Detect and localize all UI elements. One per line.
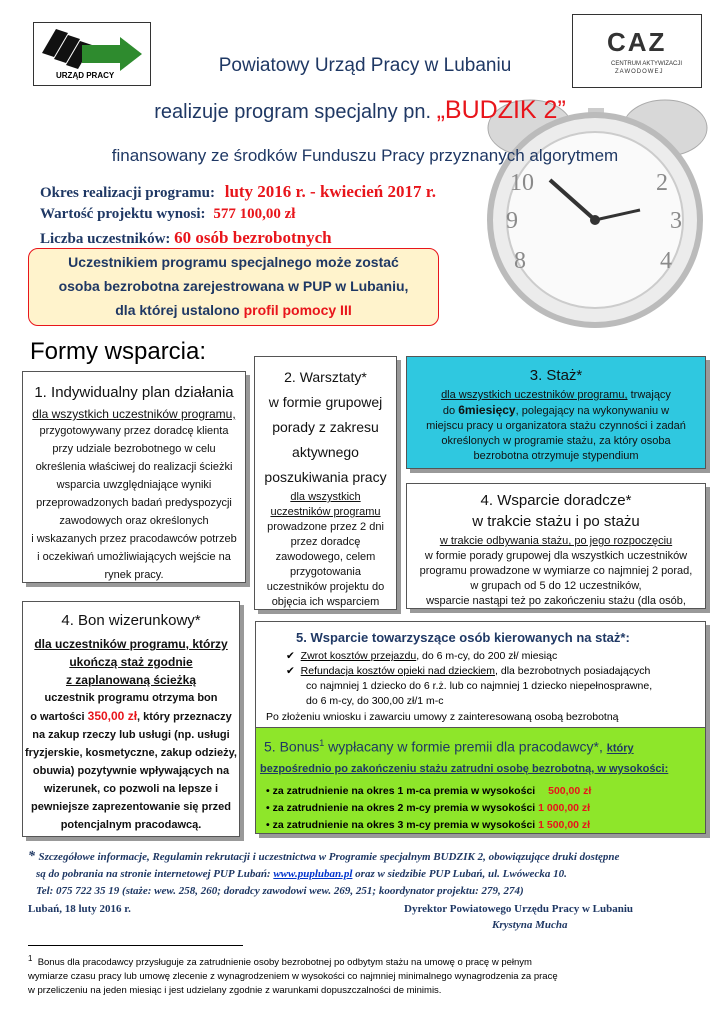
bonus-item-value: 1 500,00 zł	[538, 818, 591, 831]
box3-line: określonych w programie stażu, za który osoba	[441, 435, 671, 447]
program-prefix: realizuje program specjalny pn.	[154, 101, 432, 123]
box5-line: na zakup rzeczy lub usługi (np. usługi	[32, 729, 230, 741]
support-box-6	[255, 621, 706, 728]
signer-name: Krystyna Mucha	[492, 919, 568, 931]
footer-note-line2	[36, 866, 698, 883]
box6-list	[286, 649, 705, 709]
urzad-pracy-logo	[33, 22, 151, 86]
box4-line: programu prowadzone w wymiarze co najmniej 2 porad,	[419, 565, 693, 577]
box5-line: fryzjerskie, kosmetyczne, zakup odzieży,	[25, 747, 237, 759]
box2-body	[255, 520, 396, 610]
footer-note-l1: Szczegółowe informacje, Regulamin rekrutacji i uczestnictwa w Programie specjalnym BUDZIK 2, obowiązujące druki dostępne	[38, 851, 620, 863]
caz-line1: CENTRUM AKTYWIZACJI	[611, 61, 683, 67]
footnote	[28, 952, 698, 998]
box5-line: obuwia) pozytywnie wpływających na	[32, 765, 230, 777]
participants-row	[40, 228, 332, 248]
support-box-2	[254, 356, 397, 610]
signer-title: Dyrektor Powiatowego Urzędu Pracy w Lubaniu	[404, 903, 634, 915]
footnote-line2: wymiarze czasu pracy lub umowę zlecenie z wynagrodzeniem w wysokości co najmniej minimalnego wynagrodzenia za pracę	[28, 971, 558, 983]
box4-line: w grupach od 5 do 12 uczestników,	[470, 580, 642, 592]
box4-heading: 4. Wsparcie doradcze*	[480, 492, 632, 509]
voucher-value: 350,00 zł	[87, 709, 138, 723]
program-name: „BUDZIK 2”	[436, 96, 566, 124]
box1-line: przygotowywany przez doradcę klienta	[39, 425, 229, 437]
box1-sub: dla wszystkich uczestników programu,	[32, 407, 236, 421]
box2-heading-line: 2. Warsztaty*	[284, 369, 367, 385]
bonus-item: • za zatrudnienie na okres 2 m-cy premia w wysokości 1 000,00 zł	[266, 801, 591, 814]
box2-sub-line: dla wszystkich	[290, 491, 361, 503]
box3-sub-row	[407, 388, 705, 403]
bonus-item: • za zatrudnienie na okres 1 m-ca premia w wysokości 500,00 zł	[266, 784, 592, 797]
document-date: Lubań, 18 luty 2016 r.	[28, 903, 131, 915]
box6-tail: Po złożeniu wniosku i zawarciu umowy z zainteresowaną osobą bezrobotną	[266, 711, 619, 723]
support-box-4	[406, 483, 706, 609]
profile-highlight: profil pomocy III	[243, 302, 352, 318]
bonus-item-value: 500,00 zł	[548, 784, 592, 797]
box7-heading-prefix: 5. Bonus	[264, 738, 320, 755]
box1-line: rynek pracy.	[104, 569, 164, 581]
box1-line: zawodowych oraz określonych	[59, 515, 209, 527]
box2-heading-line: w formie grupowej	[268, 394, 383, 410]
clock-num-3: 3	[670, 208, 682, 234]
box2-line: uczestników projektu do	[266, 581, 385, 593]
box7-sub: bezpośrednio po zakończeniu stażu zatrudni osobę bezrobotną, w wysokości:	[260, 762, 669, 775]
bonus-item-text: za zatrudnienie na okres 3 m-cy premia w wysokości	[272, 818, 536, 831]
footnote-mark: 1	[28, 954, 33, 963]
box3-line2-tail: , polegający na wykonywaniu w	[515, 405, 670, 417]
logo-label: URZĄD PRACY	[56, 71, 115, 80]
clock-num-10: 10	[510, 170, 534, 196]
footer-note-l2-prefix: są do pobrania na stronie internetowej PUP Lubań:	[36, 868, 271, 880]
box5-sub-line: ukończą staż zgodnie	[69, 655, 193, 669]
value-label: Wartość projektu wynosi:	[40, 206, 206, 222]
box6-item-2	[286, 664, 705, 679]
box3-line: miejscu pracy u organizatora stażu czynności i zadań	[426, 420, 686, 432]
box5-line: uczestnik programu otrzyma bon	[44, 692, 218, 704]
bonus-item-text: za zatrudnienie na okres 1 m-ca premia w wysokości	[272, 784, 536, 797]
box6-item1-u: Zwrot kosztów przejazdu	[300, 650, 417, 662]
box5-sub-line: dla uczestników programu, którzy	[34, 637, 228, 651]
participants-value: 60 osób bezrobotnych	[174, 228, 332, 247]
eligibility-line2: osoba bezrobotna zarejestrowana w PUP w Lubaniu,	[58, 278, 409, 294]
box6-item2-line3: do 6 m-cy, do 300,00 zł/1 m-c	[306, 695, 444, 707]
box2-heading	[255, 365, 396, 490]
eligibility-line3	[29, 297, 438, 323]
footer-note-line1: * Szczegółowe informacje, Regulamin rekrutacji i uczestnictwa w Programie specjalnym BUDZIK 2, obowiązujące druki dostępne	[28, 849, 620, 864]
box2-line: prowadzone przez 2 dni	[267, 521, 384, 533]
box2-heading-line: porady z zakresu	[272, 419, 379, 435]
box5-line: potencjalnym pracodawcą.	[60, 819, 202, 831]
box2-line: przygotowania	[290, 566, 361, 578]
support-box-3	[406, 356, 706, 469]
bonus-item-text: za zatrudnienie na okres 2 m-cy premia w wysokości	[272, 801, 536, 814]
box6-item2-tail: , dla bezrobotnych posiadających	[495, 665, 651, 677]
box5-value-prefix: o wartości	[30, 711, 85, 723]
eligibility-box	[28, 248, 439, 326]
box3-line2-prefix: do	[442, 405, 456, 417]
box1-heading: 1. Indywidualny plan działania	[34, 384, 234, 401]
caz-logo	[572, 14, 702, 88]
box5-body	[23, 689, 239, 834]
box4-sub: w trakcie odbywania stażu, po jego rozpoczęciu	[439, 535, 673, 547]
box6-heading: 5. Wsparcie towarzyszące osób kierowanych na staż*:	[296, 630, 630, 645]
box3-duration: 6miesięcy	[458, 403, 516, 417]
check-icon: ✔	[286, 665, 295, 677]
participants-label: Liczba uczestników:	[40, 231, 171, 247]
box2-sub	[255, 490, 396, 520]
caz-abbr: CAZ	[607, 27, 667, 57]
box7-heading	[264, 738, 705, 755]
box7-heading-tail: który	[606, 742, 634, 755]
website-link[interactable]: www.pupluban.pl	[273, 868, 353, 880]
box6-item2-u: Refundacja kosztów opieki nad dzieckiem	[300, 665, 496, 677]
box2-line: przez doradcę	[290, 536, 361, 548]
box5-heading: 4. Bon wizerunkowy*	[61, 612, 201, 629]
box1-line: określenia właściwej do realizacji ścieżki	[35, 461, 233, 473]
office-title: Powiatowy Urząd Pracy w Lubaniu	[218, 55, 512, 76]
box2-sub-line: uczestników programu	[270, 506, 381, 518]
period-row	[40, 182, 436, 202]
support-box-7	[255, 727, 706, 834]
check-icon: ✔	[286, 650, 295, 662]
period-value: luty 2016 r. - kwiecień 2017 r.	[224, 182, 436, 201]
box1-line: przy udziale bezrobotnego w celu	[52, 443, 216, 455]
support-box-1	[22, 371, 246, 583]
value-value: 577 100,00 zł	[213, 206, 296, 222]
clock-num-9: 9	[506, 208, 518, 234]
box5-value-row	[23, 707, 239, 726]
box5-line: pewniejsze zaprezentowanie się przed	[31, 801, 231, 813]
box6-item-1	[286, 649, 705, 664]
footer-note-line3: Tel: 075 722 35 19 (staże: wew. 258, 260; doradcy zawodowi wew. 269, 251; koordynator projektu: 279, 274)	[36, 885, 524, 897]
box6-item1-tail: , do 6 m-cy, do 200 zł/ miesiąc	[416, 650, 558, 662]
clock-num-4: 4	[660, 248, 672, 274]
box2-line: objęcia ich wsparciem	[271, 596, 380, 608]
box1-line: i wskazanych przez pracodawców potrzeb	[31, 533, 237, 545]
box1-line: przeprowadzonych badań predyspozycji	[36, 497, 232, 509]
footer-note	[28, 848, 698, 900]
bonus-item-value: 1 000,00 zł	[538, 801, 591, 814]
box3-line: bezrobotna otrzymuje stypendium	[473, 450, 639, 462]
box2-line: zawodowego, celem	[275, 551, 376, 563]
box7-heading-mid: wypłacany w formie premii dla pracodawcy*,	[324, 738, 603, 755]
forms-title: Formy wsparcia:	[30, 338, 207, 365]
eligibility-line1: Uczestnikiem programu specjalnego może zostać	[68, 254, 399, 270]
box1-line: i oczekiwań umożliwiających wejście na	[37, 551, 231, 563]
bonus-item: • za zatrudnienie na okres 3 m-cy premia w wysokości 1 500,00 zł	[266, 818, 591, 831]
financing-line: finansowany ze środków Funduszu Pracy przyznanych algorytmem	[111, 146, 619, 165]
clock-num-8: 8	[514, 248, 526, 274]
value-row	[40, 206, 295, 223]
box5-sub-line: z zaplanowaną ścieżką	[65, 673, 197, 687]
footer-note-l2-tail: oraz w siedzibie PUP Lubań, ul. Lwówecka 10.	[355, 868, 567, 880]
footnote-line3: w przeliczeniu na jeden miesiąc i jest udzielany zgodnie z warunkami dopuszczalności de minimis.	[28, 985, 442, 997]
box5-line: wizerunek, co pozwoli na lepsze i	[43, 783, 219, 795]
footnote-divider	[28, 945, 243, 946]
footnote-l1: Bonus dla pracodawcy przysługuje za zatrudnienie osoby bezrobotnej po odbytym stażu na umowę o pracę w pełnym	[37, 957, 532, 969]
box4-line: wsparcie nastąpi też po zakończeniu stażu (dla osób,	[426, 595, 686, 607]
box3-sub-tail: trwający	[630, 389, 671, 401]
caz-line2: ZAWODOWEJ	[615, 69, 664, 75]
support-box-5	[22, 601, 240, 837]
box4-heading2: w trakcie stażu i po stażu	[472, 513, 640, 530]
box3-heading: 3. Staż*	[529, 367, 583, 384]
program-line	[100, 96, 620, 125]
box2-heading-line: aktywnego	[292, 444, 359, 460]
box4-line: w formie porady grupowej dla wszystkich uczestników	[424, 550, 688, 562]
period-label: Okres realizacji programu:	[40, 185, 215, 201]
alarm-clock-icon	[470, 90, 720, 340]
box1-body	[23, 422, 245, 583]
box2-heading-line: poszukiwania pracy	[264, 469, 387, 485]
box6-item2-line2: co najmniej 1 dziecko do 6 r.ż. lub co najmniej 1 dziecko niepełnosprawne,	[306, 680, 653, 692]
eligibility-line3-prefix: dla której ustalono	[115, 302, 240, 318]
bonus-list	[266, 783, 705, 834]
footnote-line1	[28, 952, 698, 970]
box5-sub	[23, 635, 239, 689]
box5-value-tail: , który przeznaczy	[137, 711, 232, 723]
box1-line: wsparcia uwzględniające wyniki	[56, 479, 212, 491]
box3-sub: dla wszystkich uczestników programu,	[441, 389, 628, 401]
box3-line2	[407, 403, 705, 419]
box7-footnote-mark: 1	[319, 738, 325, 748]
clock-num-2: 2	[656, 170, 668, 196]
